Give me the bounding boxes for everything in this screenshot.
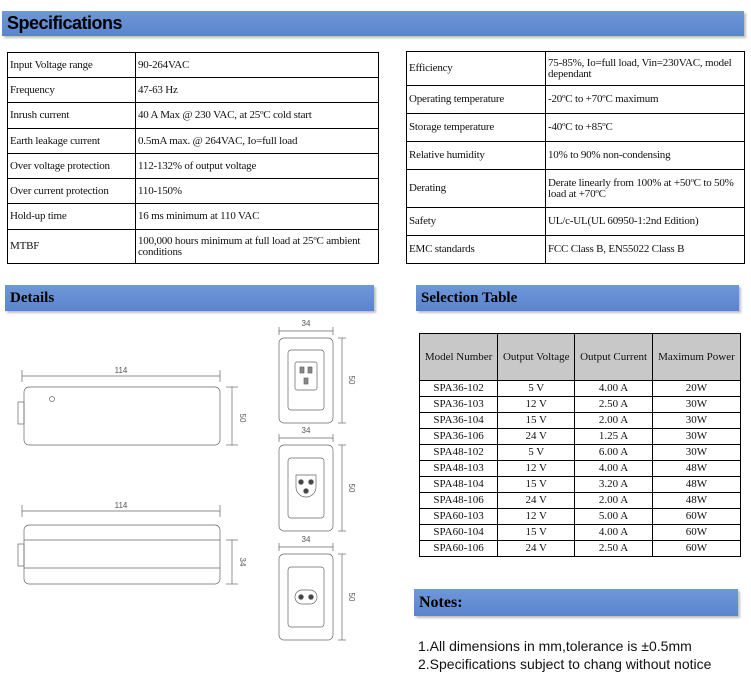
table-row — [420, 397, 741, 413]
spec-value: 40 A Max @ 230 VAC, at 25ºC cold start — [136, 103, 379, 129]
table-row — [420, 381, 741, 397]
spec-value: 75-85%, Io=full load, Vin=230VAC, model dependant — [546, 52, 745, 86]
selection-header: Maximum Power — [652, 334, 740, 381]
table-cell: 1.25 A — [575, 429, 653, 445]
table-cell: SPA48-102 — [420, 445, 498, 461]
table-row — [420, 493, 741, 509]
spec-label: Over voltage protection — [8, 154, 136, 179]
spec-value: -20ºC to +70ºC maximum — [546, 86, 745, 114]
selection-header: Output Voltage — [498, 334, 575, 381]
table-row — [420, 541, 741, 557]
selection-header: Model Number — [420, 334, 498, 381]
note-item: 2.Specifications subject to chang without notice — [418, 656, 712, 672]
spec-value: 110-150% — [136, 179, 379, 204]
spec-row — [407, 114, 745, 142]
table-cell: 5.00 A — [575, 509, 653, 525]
spec-row — [407, 52, 745, 86]
table-cell: SPA36-103 — [420, 397, 498, 413]
table-cell: 60W — [652, 541, 740, 557]
table-cell: SPA36-106 — [420, 429, 498, 445]
table-cell: 30W — [652, 429, 740, 445]
details-heading: Details — [5, 285, 374, 311]
spec-label: Relative humidity — [407, 142, 546, 170]
spec-value: 47-63 Hz — [136, 78, 379, 103]
spec-value: 90-264VAC — [136, 53, 379, 78]
spec-value: FCC Class B, EN55022 Class B — [546, 236, 745, 264]
spec-value: 100,000 hours minimum at full load at 25ºC ambient conditions — [136, 230, 379, 264]
spec-value: 0.5mA max. @ 264VAC, Io=full load — [136, 129, 379, 154]
table-cell: 48W — [652, 477, 740, 493]
end-view-c6-drawing — [279, 434, 346, 531]
spec-value: UL/c-UL(UL 60950-1:2nd Edition) — [546, 208, 745, 236]
spec-label: Input Voltage range — [8, 53, 136, 78]
table-cell: SPA36-104 — [420, 413, 498, 429]
notes-list — [418, 637, 711, 673]
table-cell: 12 V — [498, 461, 575, 477]
table-cell: 4.00 A — [575, 461, 653, 477]
spec-row — [407, 142, 745, 170]
end2-width-label: 50 — [347, 483, 356, 493]
table-cell: 12 V — [498, 397, 575, 413]
table-row — [420, 429, 741, 445]
spec-row — [8, 230, 379, 264]
table-cell: SPA60-104 — [420, 525, 498, 541]
table-cell: SPA60-106 — [420, 541, 498, 557]
table-cell: 24 V — [498, 493, 575, 509]
spec-value: 10% to 90% non-condensing — [546, 142, 745, 170]
spec-row — [8, 78, 379, 103]
side-length-label: 114 — [114, 501, 128, 510]
table-cell: SPA48-103 — [420, 461, 498, 477]
end-view-c8-drawing — [279, 543, 346, 640]
selection-table-heading: Selection Table — [416, 285, 739, 311]
table-cell: 6.00 A — [575, 445, 653, 461]
table-cell: 60W — [652, 525, 740, 541]
end1-height-label: 34 — [301, 319, 311, 328]
end1-width-label: 50 — [347, 375, 356, 385]
spec-row — [407, 208, 745, 236]
spec-row — [8, 103, 379, 129]
table-cell: 24 V — [498, 429, 575, 445]
table-cell: SPA48-106 — [420, 493, 498, 509]
specifications-heading: Specifications — [2, 11, 744, 36]
table-cell: 30W — [652, 413, 740, 429]
spec-label: Over current protection — [8, 179, 136, 204]
table-cell: 30W — [652, 397, 740, 413]
table-cell: SPA60-103 — [420, 509, 498, 525]
spec-label: MTBF — [8, 230, 136, 264]
table-cell: 4.00 A — [575, 381, 653, 397]
table-cell: 5 V — [498, 445, 575, 461]
spec-label: EMC standards — [407, 236, 546, 264]
end2-height-label: 34 — [301, 426, 311, 435]
table-cell: 2.00 A — [575, 413, 653, 429]
spec-row — [8, 154, 379, 179]
top-length-label: 114 — [114, 366, 128, 375]
end-view-c14-drawing — [279, 327, 346, 423]
dimension-drawings — [0, 310, 400, 650]
spec-table-left — [7, 52, 379, 264]
spec-row — [8, 204, 379, 230]
spec-label: Derating — [407, 170, 546, 208]
spec-label: Inrush current — [8, 103, 136, 129]
side-height-label: 34 — [238, 557, 247, 567]
table-cell: 60W — [652, 509, 740, 525]
spec-value: -40ºC to +85ºC — [546, 114, 745, 142]
spec-value: 112-132% of output voltage — [136, 154, 379, 179]
table-cell: 5 V — [498, 381, 575, 397]
table-row — [420, 477, 741, 493]
table-cell: 20W — [652, 381, 740, 397]
spec-value: 16 ms minimum at 110 VAC — [136, 204, 379, 230]
end3-width-label: 50 — [347, 592, 356, 602]
spec-label: Safety — [407, 208, 546, 236]
top-view-drawing — [18, 370, 238, 445]
end3-height-label: 34 — [301, 535, 311, 544]
table-cell: SPA48-104 — [420, 477, 498, 493]
top-width-label: 50 — [238, 413, 247, 423]
selection-table — [419, 333, 741, 557]
spec-row — [8, 129, 379, 154]
table-row — [420, 525, 741, 541]
table-cell: 15 V — [498, 477, 575, 493]
table-cell: 4.00 A — [575, 525, 653, 541]
side-view-drawing — [18, 505, 238, 584]
spec-row — [407, 86, 745, 114]
table-cell: 15 V — [498, 525, 575, 541]
note-item: 1.All dimensions in mm,tolerance is ±0.5mm — [418, 638, 692, 654]
spec-row — [8, 53, 379, 78]
table-cell: 2.50 A — [575, 541, 653, 557]
table-cell: 24 V — [498, 541, 575, 557]
spec-label: Efficiency — [407, 52, 546, 86]
table-cell: 2.50 A — [575, 397, 653, 413]
selection-header: Output Current — [575, 334, 653, 381]
notes-heading: Notes: — [414, 589, 738, 616]
spec-table-right — [406, 51, 745, 264]
spec-row — [8, 179, 379, 204]
table-cell: SPA36-102 — [420, 381, 498, 397]
spec-label: Earth leakage current — [8, 129, 136, 154]
spec-label: Frequency — [8, 78, 136, 103]
table-row — [420, 461, 741, 477]
spec-row — [407, 170, 745, 208]
table-row — [420, 509, 741, 525]
spec-row — [407, 236, 745, 264]
table-cell: 48W — [652, 461, 740, 477]
table-cell: 15 V — [498, 413, 575, 429]
table-cell: 3.20 A — [575, 477, 653, 493]
spec-label: Operating temperature — [407, 86, 546, 114]
table-cell: 2.00 A — [575, 493, 653, 509]
table-cell: 30W — [652, 445, 740, 461]
table-cell: 12 V — [498, 509, 575, 525]
table-row — [420, 445, 741, 461]
table-row — [420, 413, 741, 429]
spec-label: Hold-up time — [8, 204, 136, 230]
spec-label: Storage temperature — [407, 114, 546, 142]
table-cell: 48W — [652, 493, 740, 509]
spec-value: Derate linearly from 100% at +50ºC to 50% load at +70ºC — [546, 170, 745, 208]
